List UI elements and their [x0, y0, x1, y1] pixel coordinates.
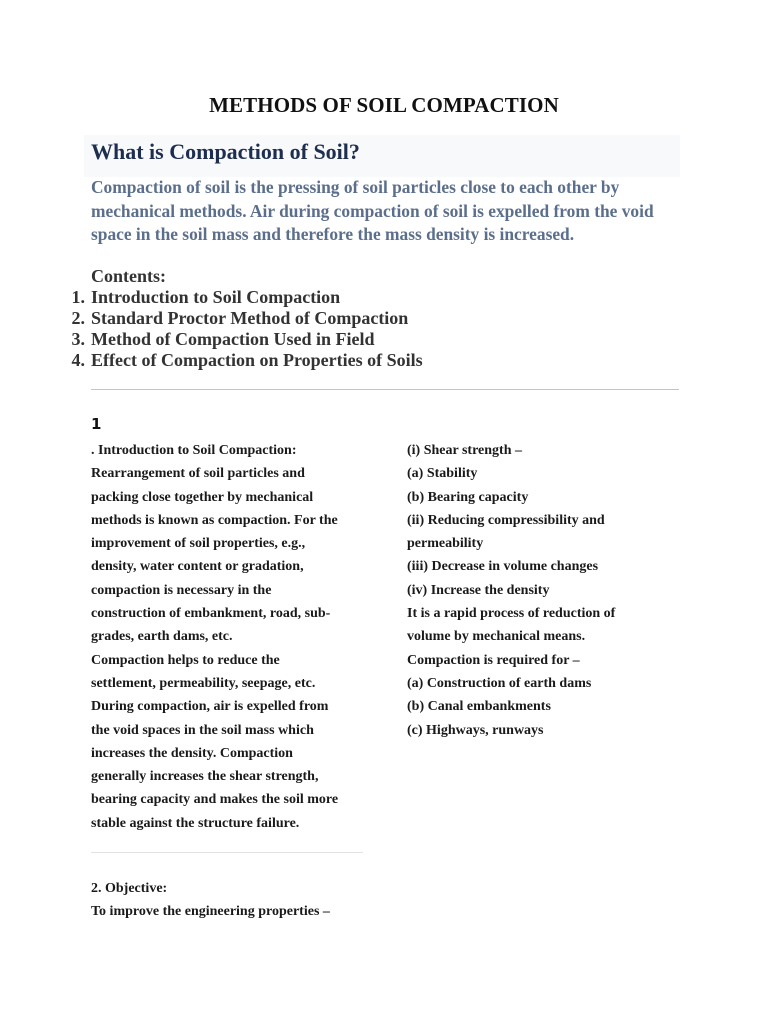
contents-label: Contents: [91, 266, 166, 286]
text-line: bearing capacity and makes the soil more [91, 792, 339, 808]
text-line: Compaction is required for – [407, 652, 580, 668]
objective-heading: 2. Objective: [91, 881, 168, 896]
contents-item [60, 329, 680, 350]
contents-item [60, 287, 680, 308]
contents-item-text: Effect of Compaction on Properties of Soils [91, 350, 423, 370]
intro-paragraph: Compaction of soil is the pressing of soil particles close to each other by mechanical methods. Air during compaction of soil is expelled from the void space in the soil mass and therefore the mass density is increased. [91, 177, 654, 244]
text-line: (b) Canal embankments [407, 699, 551, 715]
section-divider [91, 852, 363, 853]
text-line: improvement of soil properties, e.g., [91, 536, 306, 552]
contents-item-number: 4. [71, 350, 85, 370]
text-line: (iii) Decrease in volume changes [407, 559, 599, 575]
text-line: (i) Shear strength – [407, 443, 522, 458]
text-line: (c) Highways, runways [407, 722, 544, 738]
text-line: (iv) Increase the density [407, 582, 550, 598]
text-line: methods is known as compaction. For the [91, 512, 338, 528]
text-line: (ii) Reducing compressibility and [407, 512, 605, 528]
objective-section [91, 877, 330, 924]
text-line: (a) Stability [407, 466, 478, 482]
text-line: Rearrangement of soil particles and [91, 466, 305, 482]
contents-item-number: 3. [71, 329, 85, 349]
text-line: construction of embankment, road, sub- [91, 606, 331, 622]
text-line: grades, earth dams, etc. [91, 629, 233, 645]
text-line: (b) Bearing capacity [407, 489, 529, 505]
contents-item-number: 1. [71, 287, 85, 307]
text-line: settlement, permeability, seepage, etc. [91, 675, 316, 691]
contents-item-text: Standard Proctor Method of Compaction [91, 308, 409, 328]
section-number: 1 [91, 415, 102, 433]
text-line: It is a rapid process of reduction of [407, 606, 616, 622]
contents-item-text: Introduction to Soil Compaction [91, 287, 341, 307]
text-line: (a) Construction of earth dams [407, 675, 592, 691]
text-line: . Introduction to Soil Compaction: [91, 443, 297, 458]
text-line: stable against the structure failure. [91, 815, 300, 831]
right-column [407, 439, 697, 742]
text-line: generally increases the shear strength, [91, 769, 319, 785]
text-line: increases the density. Compaction [91, 745, 293, 761]
objective-text: To improve the engineering properties – [91, 904, 330, 920]
text-line: During compaction, air is expelled from [91, 699, 329, 715]
text-line: Compaction helps to reduce the [91, 652, 280, 668]
contents-item-text: Method of Compaction Used in Field [91, 329, 375, 349]
text-line: the void spaces in the soil mass which [91, 722, 314, 738]
text-line: permeability [407, 536, 484, 552]
page-title: METHODS OF SOIL COMPACTION [209, 93, 559, 117]
section-heading: What is Compaction of Soil? [91, 139, 360, 164]
text-line: density, water content or gradation, [91, 559, 304, 575]
contents-item [60, 350, 680, 371]
text-line: packing close together by mechanical [91, 489, 314, 505]
contents-list [60, 287, 680, 371]
contents-item [60, 308, 680, 329]
contents-item-number: 2. [71, 308, 85, 328]
horizontal-divider [91, 389, 679, 390]
text-line: compaction is necessary in the [91, 582, 272, 598]
text-line: volume by mechanical means. [407, 629, 586, 645]
left-column [91, 439, 381, 835]
